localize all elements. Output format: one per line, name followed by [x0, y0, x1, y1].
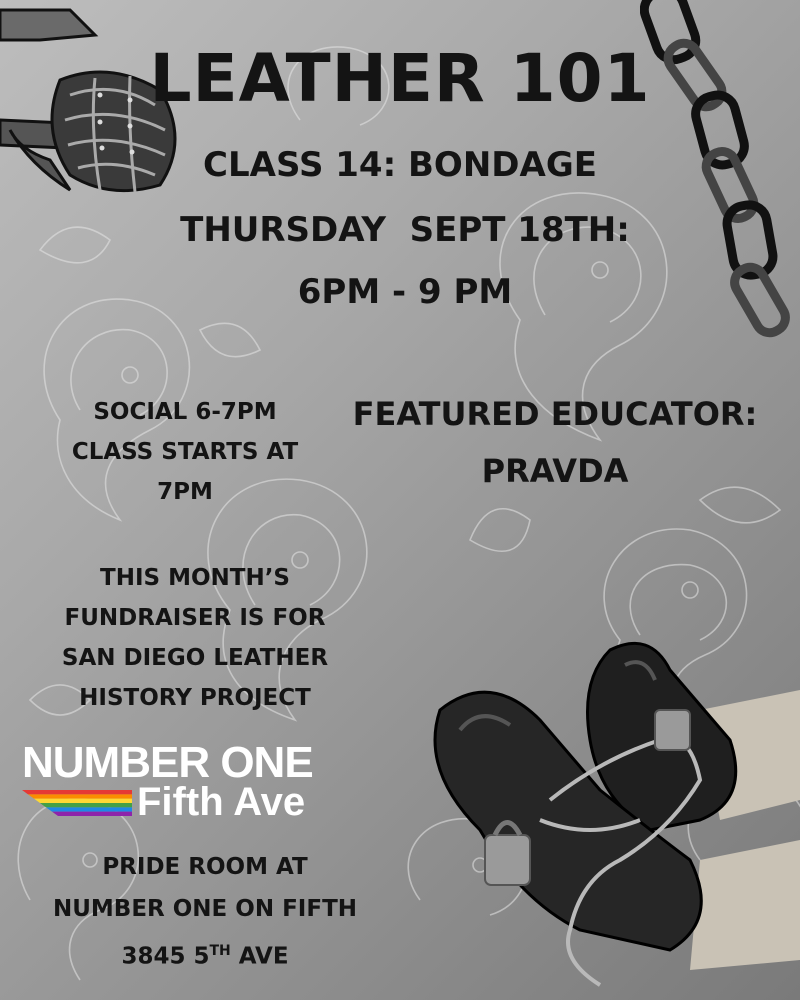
- rainbow-stripe: [22, 790, 132, 794]
- fundraiser-note: [20, 558, 370, 718]
- address-suffix: TH: [209, 943, 231, 959]
- fundraiser-line: HISTORY PROJECT: [79, 685, 311, 711]
- fundraiser-line: SAN DIEGO LEATHER: [61, 645, 329, 671]
- rainbow-stripe: [52, 812, 132, 816]
- chained-boots-photo: [400, 630, 800, 1000]
- venue-logo: [22, 738, 362, 828]
- class-topic: CLASS 14: BONDAGE: [203, 145, 597, 185]
- rainbow-stripe: [28, 794, 132, 798]
- social-line: CLASS STARTS AT: [71, 439, 299, 465]
- social-line: SOCIAL 6-7PM: [93, 399, 277, 425]
- featured-educator-label: FEATURED EDUCATOR:: [352, 395, 758, 433]
- fundraiser-line: THIS MONTH’S: [100, 565, 290, 591]
- venue-info: [20, 846, 390, 978]
- logo-line-1: NUMBER ONE: [22, 738, 313, 787]
- fundraiser-line: FUNDRAISER IS FOR: [64, 605, 326, 631]
- venue-line: NUMBER ONE ON FIFTH: [52, 896, 358, 922]
- event-time: 6PM - 9 PM: [297, 272, 513, 312]
- address-street: AVE: [230, 943, 289, 970]
- social-line: 7PM: [157, 479, 213, 505]
- rainbow-stripes-icon: [22, 790, 132, 816]
- venue-line: PRIDE ROOM AT: [102, 854, 308, 880]
- social-schedule: [40, 392, 330, 512]
- educator-name: PRAVDA: [481, 452, 629, 490]
- rainbow-stripe: [40, 803, 132, 807]
- chain-icon: [640, 0, 800, 360]
- event-title: LEATHER 101: [149, 40, 651, 117]
- event-date: THURSDAY SEPT 18TH:: [180, 210, 630, 250]
- logo-line-2: Fifth Ave: [137, 780, 306, 824]
- address-line: [20, 930, 390, 978]
- rainbow-stripe: [46, 807, 132, 811]
- rainbow-stripe: [34, 799, 132, 803]
- address-number: 3845 5: [121, 943, 210, 970]
